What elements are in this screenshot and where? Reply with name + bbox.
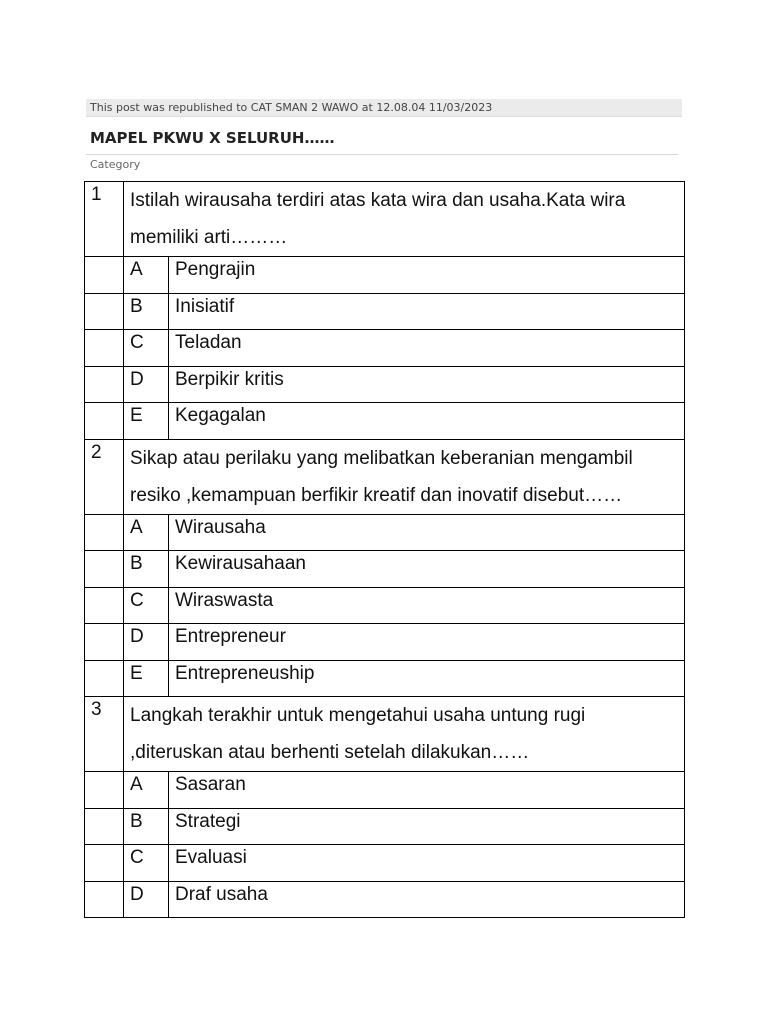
- option-text: Kegagalan: [169, 403, 685, 440]
- question-number: 1: [85, 182, 124, 257]
- question-number: 3: [85, 697, 124, 772]
- option-row: [85, 293, 685, 330]
- option-letter: A: [124, 257, 169, 294]
- option-spacer-cell: [85, 881, 124, 918]
- option-text: Entrepreneur: [169, 624, 685, 661]
- option-letter: C: [124, 845, 169, 882]
- option-text: Wirausaha: [169, 514, 685, 551]
- option-spacer-cell: [85, 660, 124, 697]
- option-letter: A: [124, 514, 169, 551]
- option-text: Berpikir kritis: [169, 366, 685, 403]
- option-row: [85, 257, 685, 294]
- category-label: Category: [90, 158, 141, 171]
- question-row: [85, 697, 685, 772]
- title-divider: [86, 154, 678, 155]
- republished-notice: This post was republished to CAT SMAN 2 WAWO at 12.08.04 11/03/2023: [86, 99, 682, 117]
- option-text: Draf usaha: [169, 881, 685, 918]
- option-letter: D: [124, 881, 169, 918]
- quiz-table: [84, 181, 685, 918]
- option-spacer-cell: [85, 587, 124, 624]
- option-row: [85, 330, 685, 367]
- option-text: Wiraswasta: [169, 587, 685, 624]
- option-spacer-cell: [85, 257, 124, 294]
- option-text: Entrepreneuship: [169, 660, 685, 697]
- option-text: Kewirausahaan: [169, 551, 685, 588]
- option-letter: E: [124, 660, 169, 697]
- question-text: Sikap atau perilaku yang melibatkan keberanian mengambil resiko ,kemampuan berfikir kreatif dan inovatif disebut……: [124, 439, 685, 514]
- option-spacer-cell: [85, 403, 124, 440]
- option-letter: D: [124, 624, 169, 661]
- option-letter: B: [124, 551, 169, 588]
- option-row: [85, 514, 685, 551]
- option-text: Evaluasi: [169, 845, 685, 882]
- option-spacer-cell: [85, 366, 124, 403]
- option-text: Inisiatif: [169, 293, 685, 330]
- question-text: Istilah wirausaha terdiri atas kata wira dan usaha.Kata wira memiliki arti………: [124, 182, 685, 257]
- option-text: Strategi: [169, 808, 685, 845]
- option-row: [85, 845, 685, 882]
- option-letter: B: [124, 808, 169, 845]
- option-letter: B: [124, 293, 169, 330]
- question-row: [85, 439, 685, 514]
- option-text: Sasaran: [169, 772, 685, 809]
- option-text: Teladan: [169, 330, 685, 367]
- question-row: [85, 182, 685, 257]
- option-spacer-cell: [85, 808, 124, 845]
- option-letter: D: [124, 366, 169, 403]
- option-spacer-cell: [85, 772, 124, 809]
- option-row: [85, 881, 685, 918]
- option-spacer-cell: [85, 330, 124, 367]
- option-letter: A: [124, 772, 169, 809]
- option-row: [85, 808, 685, 845]
- option-letter: E: [124, 403, 169, 440]
- option-row: [85, 624, 685, 661]
- option-spacer-cell: [85, 624, 124, 661]
- question-number: 2: [85, 439, 124, 514]
- option-row: [85, 403, 685, 440]
- option-letter: C: [124, 587, 169, 624]
- option-spacer-cell: [85, 514, 124, 551]
- question-text: Langkah terakhir untuk mengetahui usaha untung rugi ,diteruskan atau berhenti setelah dilakukan……: [124, 697, 685, 772]
- option-row: [85, 660, 685, 697]
- option-row: [85, 551, 685, 588]
- option-row: [85, 587, 685, 624]
- option-spacer-cell: [85, 293, 124, 330]
- option-row: [85, 772, 685, 809]
- option-row: [85, 366, 685, 403]
- option-text: Pengrajin: [169, 257, 685, 294]
- option-letter: C: [124, 330, 169, 367]
- option-spacer-cell: [85, 845, 124, 882]
- quiz-table-body: [85, 182, 685, 918]
- option-spacer-cell: [85, 551, 124, 588]
- post-title: MAPEL PKWU X SELURUH……: [90, 129, 335, 147]
